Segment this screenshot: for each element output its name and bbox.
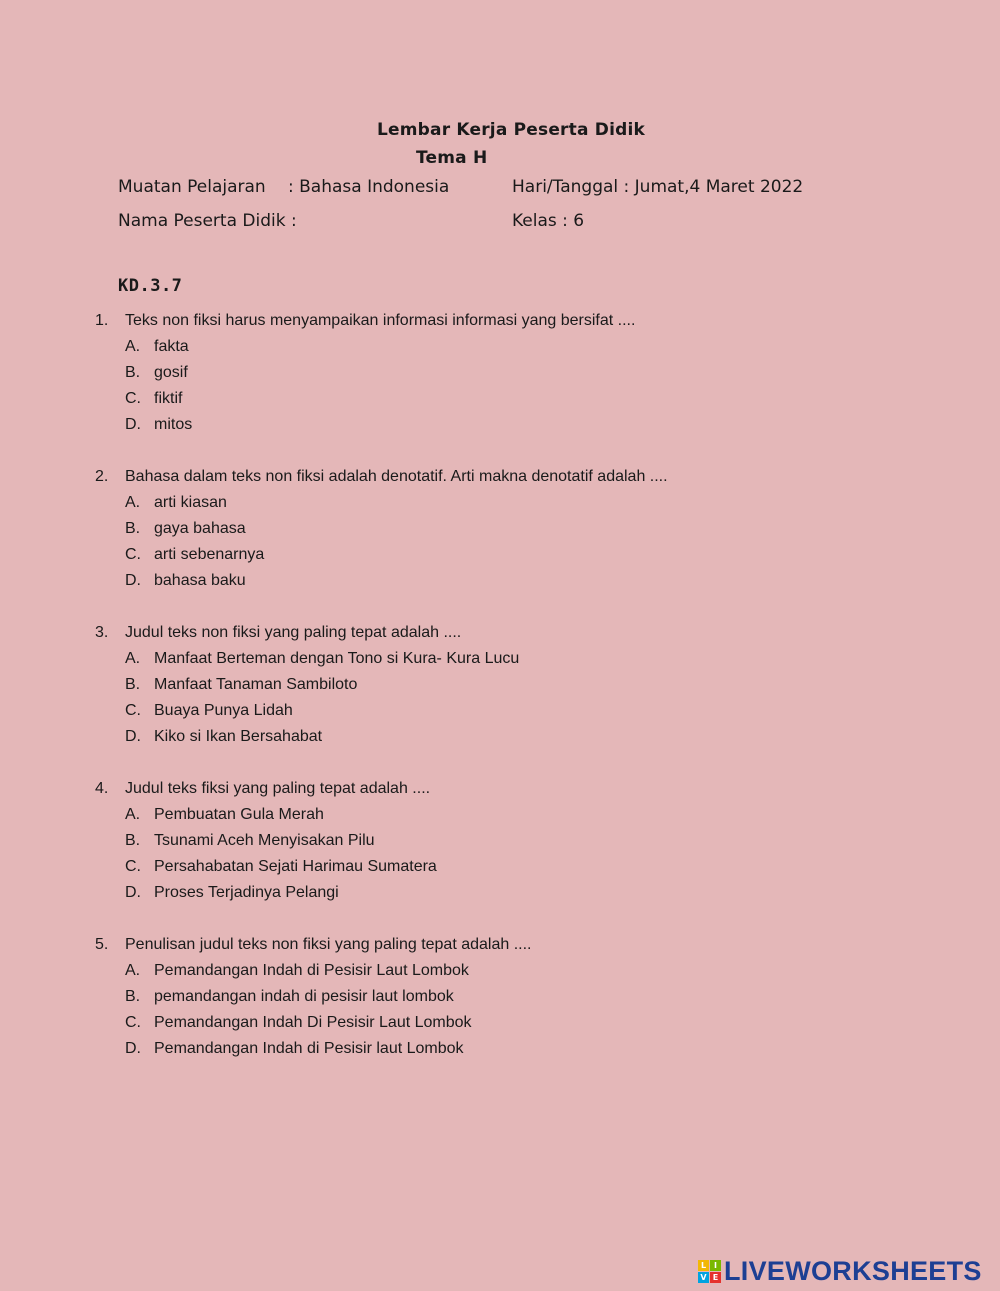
answer-option[interactable] bbox=[95, 360, 955, 386]
option-text: Pembuatan Gula Merah bbox=[154, 806, 324, 823]
logo-tile: E bbox=[710, 1272, 721, 1283]
answer-option[interactable] bbox=[95, 724, 955, 750]
option-text: Pemandangan Indah di Pesisir laut Lombok bbox=[154, 1040, 464, 1057]
option-text: Pemandangan Indah di Pesisir Laut Lombok bbox=[154, 962, 469, 979]
option-letter: C. bbox=[125, 1014, 141, 1031]
option-text: Tsunami Aceh Menyisakan Pilu bbox=[154, 832, 375, 849]
option-text: arti kiasan bbox=[154, 494, 227, 511]
question-text: Judul teks non fiksi yang paling tepat adalah .... bbox=[125, 624, 462, 641]
answer-option[interactable] bbox=[95, 334, 955, 360]
logo-tile: V bbox=[698, 1272, 709, 1283]
option-text: fakta bbox=[154, 338, 189, 355]
question-list bbox=[95, 308, 955, 1088]
option-letter: C. bbox=[125, 858, 141, 875]
worksheet-title: Lembar Kerja Peserta Didik bbox=[377, 120, 646, 140]
question-text: Penulisan judul teks non fiksi yang paling tepat adalah .... bbox=[125, 936, 532, 953]
question-number: 1. bbox=[95, 312, 109, 329]
section-label: KD.3.7 bbox=[118, 276, 183, 296]
option-letter: D. bbox=[125, 728, 141, 745]
option-letter: D. bbox=[125, 884, 141, 901]
option-letter: D. bbox=[125, 1040, 141, 1057]
answer-option[interactable] bbox=[95, 386, 955, 412]
option-text: gosif bbox=[154, 364, 188, 381]
option-text: Proses Terjadinya Pelangi bbox=[154, 884, 339, 901]
answer-option[interactable] bbox=[95, 646, 955, 672]
watermark-text: LIVEWORKSHEETS bbox=[724, 1255, 982, 1286]
option-text: Manfaat Berteman dengan Tono si Kura- Kura Lucu bbox=[154, 650, 520, 667]
answer-option[interactable] bbox=[95, 984, 955, 1010]
subject-value: : Bahasa Indonesia bbox=[288, 177, 450, 197]
option-letter: B. bbox=[125, 832, 141, 849]
option-text: pemandangan indah di pesisir laut lombok bbox=[154, 988, 454, 1005]
option-letter: C. bbox=[125, 546, 141, 563]
answer-option[interactable] bbox=[95, 802, 955, 828]
answer-option[interactable] bbox=[95, 1010, 955, 1036]
answer-option[interactable] bbox=[95, 490, 955, 516]
option-letter: C. bbox=[125, 702, 141, 719]
liveworksheets-icon bbox=[698, 1260, 721, 1283]
option-letter: A. bbox=[125, 962, 141, 979]
answer-option[interactable] bbox=[95, 828, 955, 854]
option-letter: D. bbox=[125, 416, 141, 433]
question-number: 2. bbox=[95, 468, 109, 485]
question-text: Judul teks fiksi yang paling tepat adalah .... bbox=[125, 780, 431, 797]
option-text: bahasa baku bbox=[154, 572, 246, 589]
answer-option[interactable] bbox=[95, 880, 955, 906]
question-text: Bahasa dalam teks non fiksi adalah denotatif. Arti makna denotatif adalah .... bbox=[125, 468, 668, 485]
option-text: arti sebenarnya bbox=[154, 546, 265, 563]
question-2 bbox=[95, 464, 955, 594]
question-number: 4. bbox=[95, 780, 109, 797]
answer-option[interactable] bbox=[95, 542, 955, 568]
option-text: gaya bahasa bbox=[154, 520, 246, 537]
logo-tile: I bbox=[710, 1260, 721, 1271]
answer-option[interactable] bbox=[95, 672, 955, 698]
option-text: Buaya Punya Lidah bbox=[154, 702, 293, 719]
option-letter: A. bbox=[125, 338, 141, 355]
option-letter: D. bbox=[125, 572, 141, 589]
answer-option[interactable] bbox=[95, 412, 955, 438]
option-text: Persahabatan Sejati Harimau Sumatera bbox=[154, 858, 437, 875]
option-text: fiktif bbox=[154, 390, 183, 407]
option-letter: B. bbox=[125, 520, 141, 537]
liveworksheets-logo bbox=[698, 1257, 982, 1285]
logo-tile: L bbox=[698, 1260, 709, 1271]
option-letter: B. bbox=[125, 676, 141, 693]
question-number: 5. bbox=[95, 936, 109, 953]
option-letter: B. bbox=[125, 988, 141, 1005]
question-4 bbox=[95, 776, 955, 906]
option-letter: A. bbox=[125, 650, 141, 667]
answer-option[interactable] bbox=[95, 698, 955, 724]
option-letter: B. bbox=[125, 364, 141, 381]
question-text: Teks non fiksi harus menyampaikan informasi informasi yang bersifat .... bbox=[125, 312, 636, 329]
worksheet-theme: Tema H bbox=[416, 148, 488, 168]
answer-option[interactable] bbox=[95, 1036, 955, 1062]
option-text: Kiko si Ikan Bersahabat bbox=[154, 728, 323, 745]
question-1 bbox=[95, 308, 955, 438]
option-letter: A. bbox=[125, 806, 141, 823]
option-text: Manfaat Tanaman Sambiloto bbox=[154, 676, 358, 693]
option-text: Pemandangan Indah Di Pesisir Laut Lombok bbox=[154, 1014, 472, 1031]
date-text: Hari/Tanggal : Jumat,4 Maret 2022 bbox=[512, 177, 804, 197]
class-text: Kelas : 6 bbox=[512, 211, 585, 231]
answer-option[interactable] bbox=[95, 854, 955, 880]
answer-option[interactable] bbox=[95, 516, 955, 542]
question-3 bbox=[95, 620, 955, 750]
option-letter: A. bbox=[125, 494, 141, 511]
answer-option[interactable] bbox=[95, 958, 955, 984]
student-name-label: Nama Peserta Didik : bbox=[118, 211, 297, 231]
option-text: mitos bbox=[154, 416, 193, 433]
question-5 bbox=[95, 932, 955, 1062]
question-number: 3. bbox=[95, 624, 109, 641]
option-letter: C. bbox=[125, 390, 141, 407]
answer-option[interactable] bbox=[95, 568, 955, 594]
subject-label: Muatan Pelajaran bbox=[118, 177, 266, 197]
